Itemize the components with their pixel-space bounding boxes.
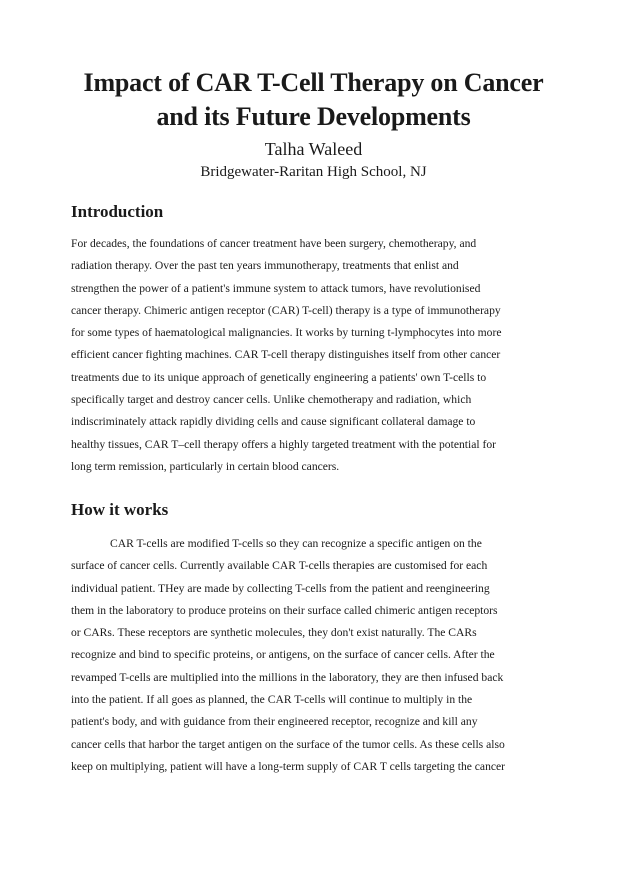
paragraph-line: indiscriminately attack rapidly dividing cells and cause significant collateral damage to — [71, 415, 476, 429]
paragraph-line: treatments due to its unique approach of genetically engineering a patients' own T-cells to — [71, 370, 487, 384]
paragraph-line: individual patient. THey are made by collecting T-cells from the patient and reengineering — [71, 581, 490, 595]
paragraph-line: strengthen the power of a patient's immune system to attack tumors, have revolutionised — [71, 281, 481, 295]
paragraph-line: cancer therapy. Chimeric antigen receptor (CAR) T-cell) therapy is a type of immunotherapy — [71, 303, 501, 317]
paragraph-line: patient's body, and with guidance from their engineered receptor, recognize and kill any — [71, 715, 478, 729]
paragraph-line: long term remission, particularly in certain blood cancers. — [71, 459, 340, 473]
paragraph-line: For decades, the foundations of cancer treatment have been surgery, chemotherapy, and — [71, 237, 477, 250]
paragraph-line: into the patient. If all goes as planned, the CAR T-cells will continue to multiply in the — [71, 693, 473, 707]
author-name: Talha Waleed — [264, 139, 363, 159]
paragraph-line: recognize and bind to specific proteins, or antigens, on the surface of cancer cells. After the — [71, 648, 495, 662]
paragraph-line: CAR T-cells are modified T-cells so they can recognize a specific antigen on the — [110, 537, 482, 550]
paragraph-line: them in the laboratory to produce proteins on their surface called chimeric antigen receptors — [71, 603, 498, 617]
paper-title — [40, 66, 587, 134]
paragraph-line: revamped T-cells are multiplied into the millions in the laboratory, they are then infused back — [71, 670, 504, 684]
introduction-paragraph — [71, 233, 571, 478]
paragraph-line: healthy tissues, CAR T–cell therapy offers a highly targeted treatment with the potential for — [71, 437, 496, 451]
paragraph-line: cancer cells that harbor the target antigen on the surface of the tumor cells. As these cells also — [71, 737, 505, 751]
paragraph-line: radiation therapy. Over the past ten years immunotherapy, treatments that enlist and — [71, 259, 459, 273]
paragraph-line: keep on multiplying, patient will have a long-term supply of CAR T cells targeting the cancer — [71, 759, 506, 773]
section-heading-how-it-works: How it works — [71, 500, 169, 519]
paragraph-line: surface of cancer cells. Currently available CAR T-cells therapies are customised for each — [71, 559, 488, 573]
paragraph-line: for some types of haematological malignancies. It works by turning t-lymphocytes into more — [71, 326, 502, 340]
paragraph-line: efficient cancer fighting machines. CAR T-cell therapy distinguishes itself from other cancer — [71, 348, 501, 362]
title-line-1: Impact of CAR T-Cell Therapy on Cancer — [83, 68, 544, 97]
paragraph-line: or CARs. These receptors are synthetic molecules, they don't exist naturally. The CARs — [71, 626, 477, 640]
author-affiliation: Bridgewater-Raritan High School, NJ — [200, 164, 427, 180]
title-line-2: and its Future Developments — [156, 102, 471, 131]
paragraph-line: specifically target and destroy cancer cells. Unlike chemotherapy and radiation, which — [71, 393, 472, 407]
section-heading-introduction: Introduction — [71, 202, 164, 221]
how-it-works-paragraph — [71, 533, 571, 778]
